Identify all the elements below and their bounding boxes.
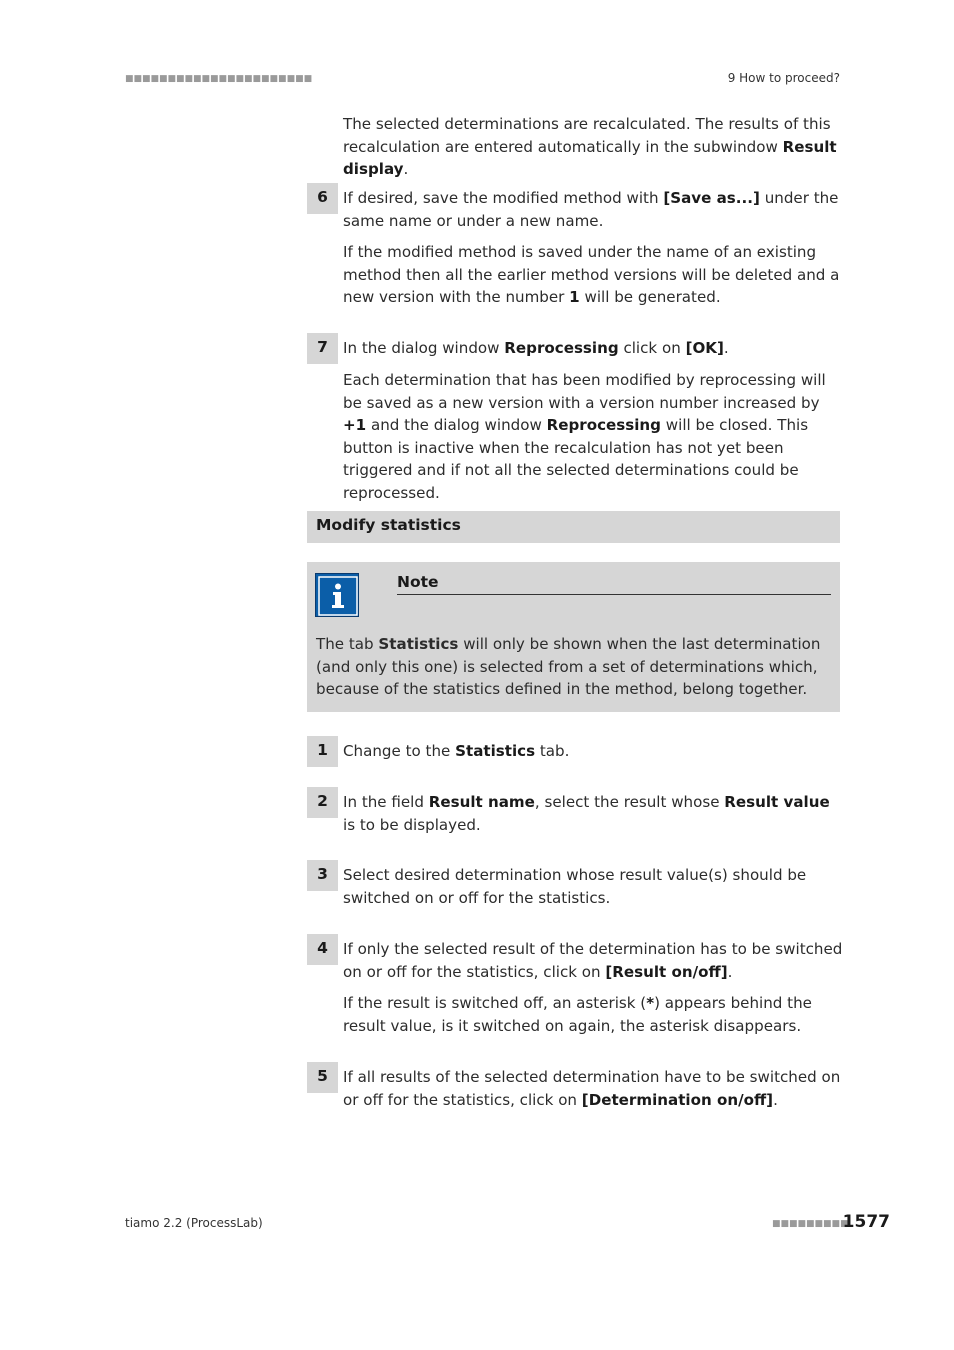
stat-step-1-text: Change to the Statistics tab.: [343, 742, 570, 760]
footer-product: tiamo 2.2 (ProcessLab): [125, 1216, 263, 1230]
step-7-text: In the dialog window Reprocessing click on [OK].: [343, 339, 729, 357]
step-number-7: 7: [307, 333, 338, 364]
stat-step-number-2: 2: [307, 787, 338, 818]
stat-step-5-text: If all results of the selected determination have to be switched on or off for the statistics, click on [Determination on/off].: [343, 1068, 841, 1109]
note-box: [307, 562, 840, 712]
step-7-detail: Each determination that has been modified by reprocessing will be saved as a new version with a version number increased by +1 and the dialog window Reprocessing will be closed. This button is inactive when the recalculation has not yet been triggered and if not all the selected determinations could be reprocessed.: [343, 371, 826, 502]
section-title: Modify statistics: [316, 516, 461, 534]
stat-step-4-text: If only the selected result of the determination has to be switched on or off for the statistics, click on [Result on/off].: [343, 940, 843, 981]
stat-step-3-text: Select desired determination whose result value(s) should be switched on or off for the statistics.: [343, 866, 807, 907]
step-6-detail: If the modified method is saved under the name of an existing method then all the earlier method versions will be deleted and a new version with the number 1 will be generated.: [343, 243, 840, 307]
header-section-ref: 9 How to proceed?: [727, 71, 840, 85]
info-icon: [315, 573, 359, 617]
note-text: The tab Statistics will only be shown when the last determination (and only this one) is selected from a set of determinations which, because of the statistics defined in the method, belong together.: [316, 635, 821, 699]
intro-paragraph: The selected determinations are recalculated. The results of this recalculation are entered automatically in the subwindow Result display.: [343, 115, 837, 179]
step-6-text: If desired, save the modified method with [Save as...] under the same name or under a new name.: [343, 189, 839, 230]
step-number-6: 6: [307, 183, 338, 214]
footer-marker: ■■■■■■■■■: [772, 1219, 849, 1229]
stat-step-number-5: 5: [307, 1062, 338, 1093]
page-number: 1577: [842, 1212, 890, 1232]
header-marker: ■■■■■■■■■■■■■■■■■■■■■■: [125, 74, 313, 84]
stat-step-number-3: 3: [307, 860, 338, 891]
stat-step-number-4: 4: [307, 934, 338, 965]
stat-step-4-detail: If the result is switched off, an asterisk (*) appears behind the result value, is it switched on again, the asterisk disappears.: [343, 994, 812, 1035]
note-title: Note: [397, 572, 831, 595]
section-header: [307, 511, 840, 543]
stat-step-number-1: 1: [307, 736, 338, 767]
stat-step-2-text: In the field Result name, select the result whose Result value is to be displayed.: [343, 793, 830, 834]
